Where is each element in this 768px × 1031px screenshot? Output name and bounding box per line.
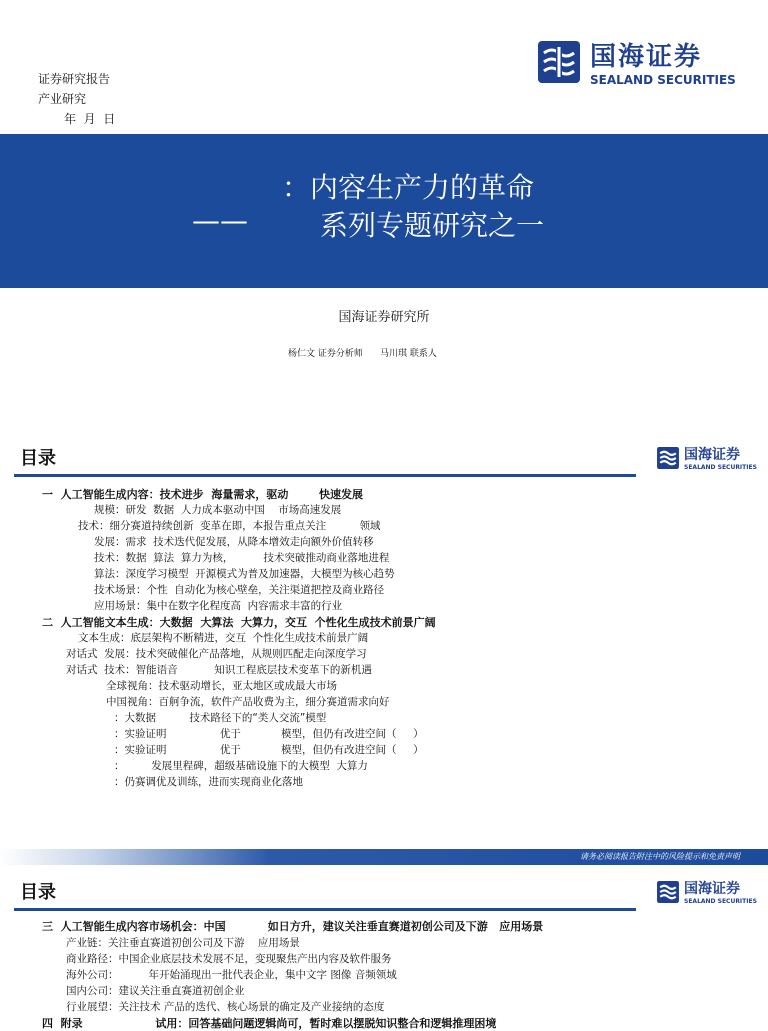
toc-title-2: 目录 (20, 882, 56, 903)
toc-item: 应用场景：集中在数字化程度高 内容需求丰富的行业 (94, 600, 343, 612)
toc-section: 三 人工智能生成内容市场机会：中国 如日方升，建议关注垂直赛道初创公司及下游 应用场景 (42, 920, 544, 933)
toc-item: 产业链：关注垂直赛道初创公司及下游 应用场景 (66, 937, 300, 949)
disclaimer-notice: 请务必阅读报告附注中的风险提示和免责声明 (580, 852, 740, 861)
toc-item: 技术场景：个性 自动化为核心壁垒，关注渠道把控及商业路径 (94, 584, 385, 596)
toc-item: 海外公司： 年开始涌现出一批代表企业，集中文字 图像 音频领域 (66, 969, 397, 981)
toc-item: 规模：研发 数据 人力成本驱动中国 市场高速发展 (94, 504, 342, 516)
authors: 杨仁文 证券分析师 马川琪 联系人 (288, 349, 437, 359)
title-line-1: ：内容生产力的革命 (282, 171, 535, 204)
toc-item: ： 发展里程碑，超级基础设施下的大模型 大算力 (114, 760, 368, 772)
logo-english-name: SEALAND SECURITIES (684, 464, 757, 471)
sealand-wave-icon (656, 446, 680, 470)
toc-item: 对话式 发展：技术突破催化产品落地，从规则匹配走向深度学习 (66, 648, 367, 660)
sealand-logo-small (656, 878, 757, 905)
institute-name: 国海证券研究所 (338, 310, 430, 325)
toc-item: 技术：细分赛道持续创新 变革在即，本报告重点关注 领域 (78, 520, 381, 532)
toc-item: ：大数据 技术路径下的“类人交流”模型 (114, 712, 327, 724)
toc-item: ：仍赛调优及训练，进而实现商业化落地 (114, 776, 303, 788)
logo-english-name: SEALAND SECURITIES (684, 898, 757, 905)
report-type: 证券研究报告 (38, 72, 111, 86)
toc-title-1: 目录 (20, 448, 56, 469)
toc-item: 国内公司：建议关注垂直赛道初创企业 (66, 985, 245, 997)
logo-chinese-name: 国海证券 (590, 42, 703, 72)
title-line-2: 系列专题研究之一 (320, 209, 545, 242)
logo-english-name: SEALAND SECURITIES (590, 73, 736, 87)
toc-item: 中国视角：百舸争流，软件产品收费为主，细分赛道需求向好 (106, 696, 390, 708)
disclaimer-bar (0, 849, 768, 865)
toc-item: 发展：需求 技术迭代促发展，从降本增效走向额外价值转移 (94, 536, 374, 548)
sealand-wave-icon (536, 39, 582, 85)
title-banner (0, 134, 768, 288)
report-date: 年 月 日 (64, 112, 116, 126)
sealand-logo-small (656, 444, 757, 471)
toc-item: ：实验证明 优于 模型，但仍有改进空间（ ） (114, 744, 424, 756)
toc-item: 技术：数据 算法 算力为核， 技术突破推动商业落地进程 (94, 552, 390, 564)
toc-item: 算法：深度学习模型 开源模式为普及加速器，大模型为核心趋势 (94, 568, 395, 580)
logo-chinese-name: 国海证券 (684, 881, 740, 897)
toc-section: 四 附录 试用：回答基础问题逻辑尚可，暂时难以摆脱知识整合和逻辑推理困境 (42, 1017, 497, 1030)
report-category: 产业研究 (38, 92, 87, 106)
toc-item: 商业路径：中国企业底层技术发展不足，变现聚焦产出内容及软件服务 (66, 953, 392, 965)
toc-section: 一 人工智能生成内容：技术进步 海量需求，驱动 快速发展 (42, 488, 363, 501)
toc-divider-2 (14, 908, 636, 911)
toc-item: 对话式 技术：智能语音 知识工程底层技术变革下的新机遇 (66, 664, 372, 676)
toc-section: 二 人工智能文本生成：大数据 大算法 大算力，交互 个性化生成技术前景广阔 (42, 616, 436, 629)
toc-item: ：实验证明 优于 模型，但仍有改进空间（ ） (114, 728, 424, 740)
toc-item: 全球视角：技术驱动增长，亚太地区或成最大市场 (106, 680, 337, 692)
sealand-wave-icon (656, 880, 680, 904)
toc-divider-1 (14, 474, 636, 477)
toc-item: 文本生成：底层架构不断精进，交互 个性化生成技术前景广阔 (78, 632, 369, 644)
logo-chinese-name: 国海证券 (684, 447, 740, 463)
title-dash: —— (192, 204, 248, 237)
sealand-logo (536, 36, 736, 87)
toc-item: 行业展望：关注技术 产品的迭代、核心场景的确定及产业接纳的态度 (66, 1001, 385, 1013)
